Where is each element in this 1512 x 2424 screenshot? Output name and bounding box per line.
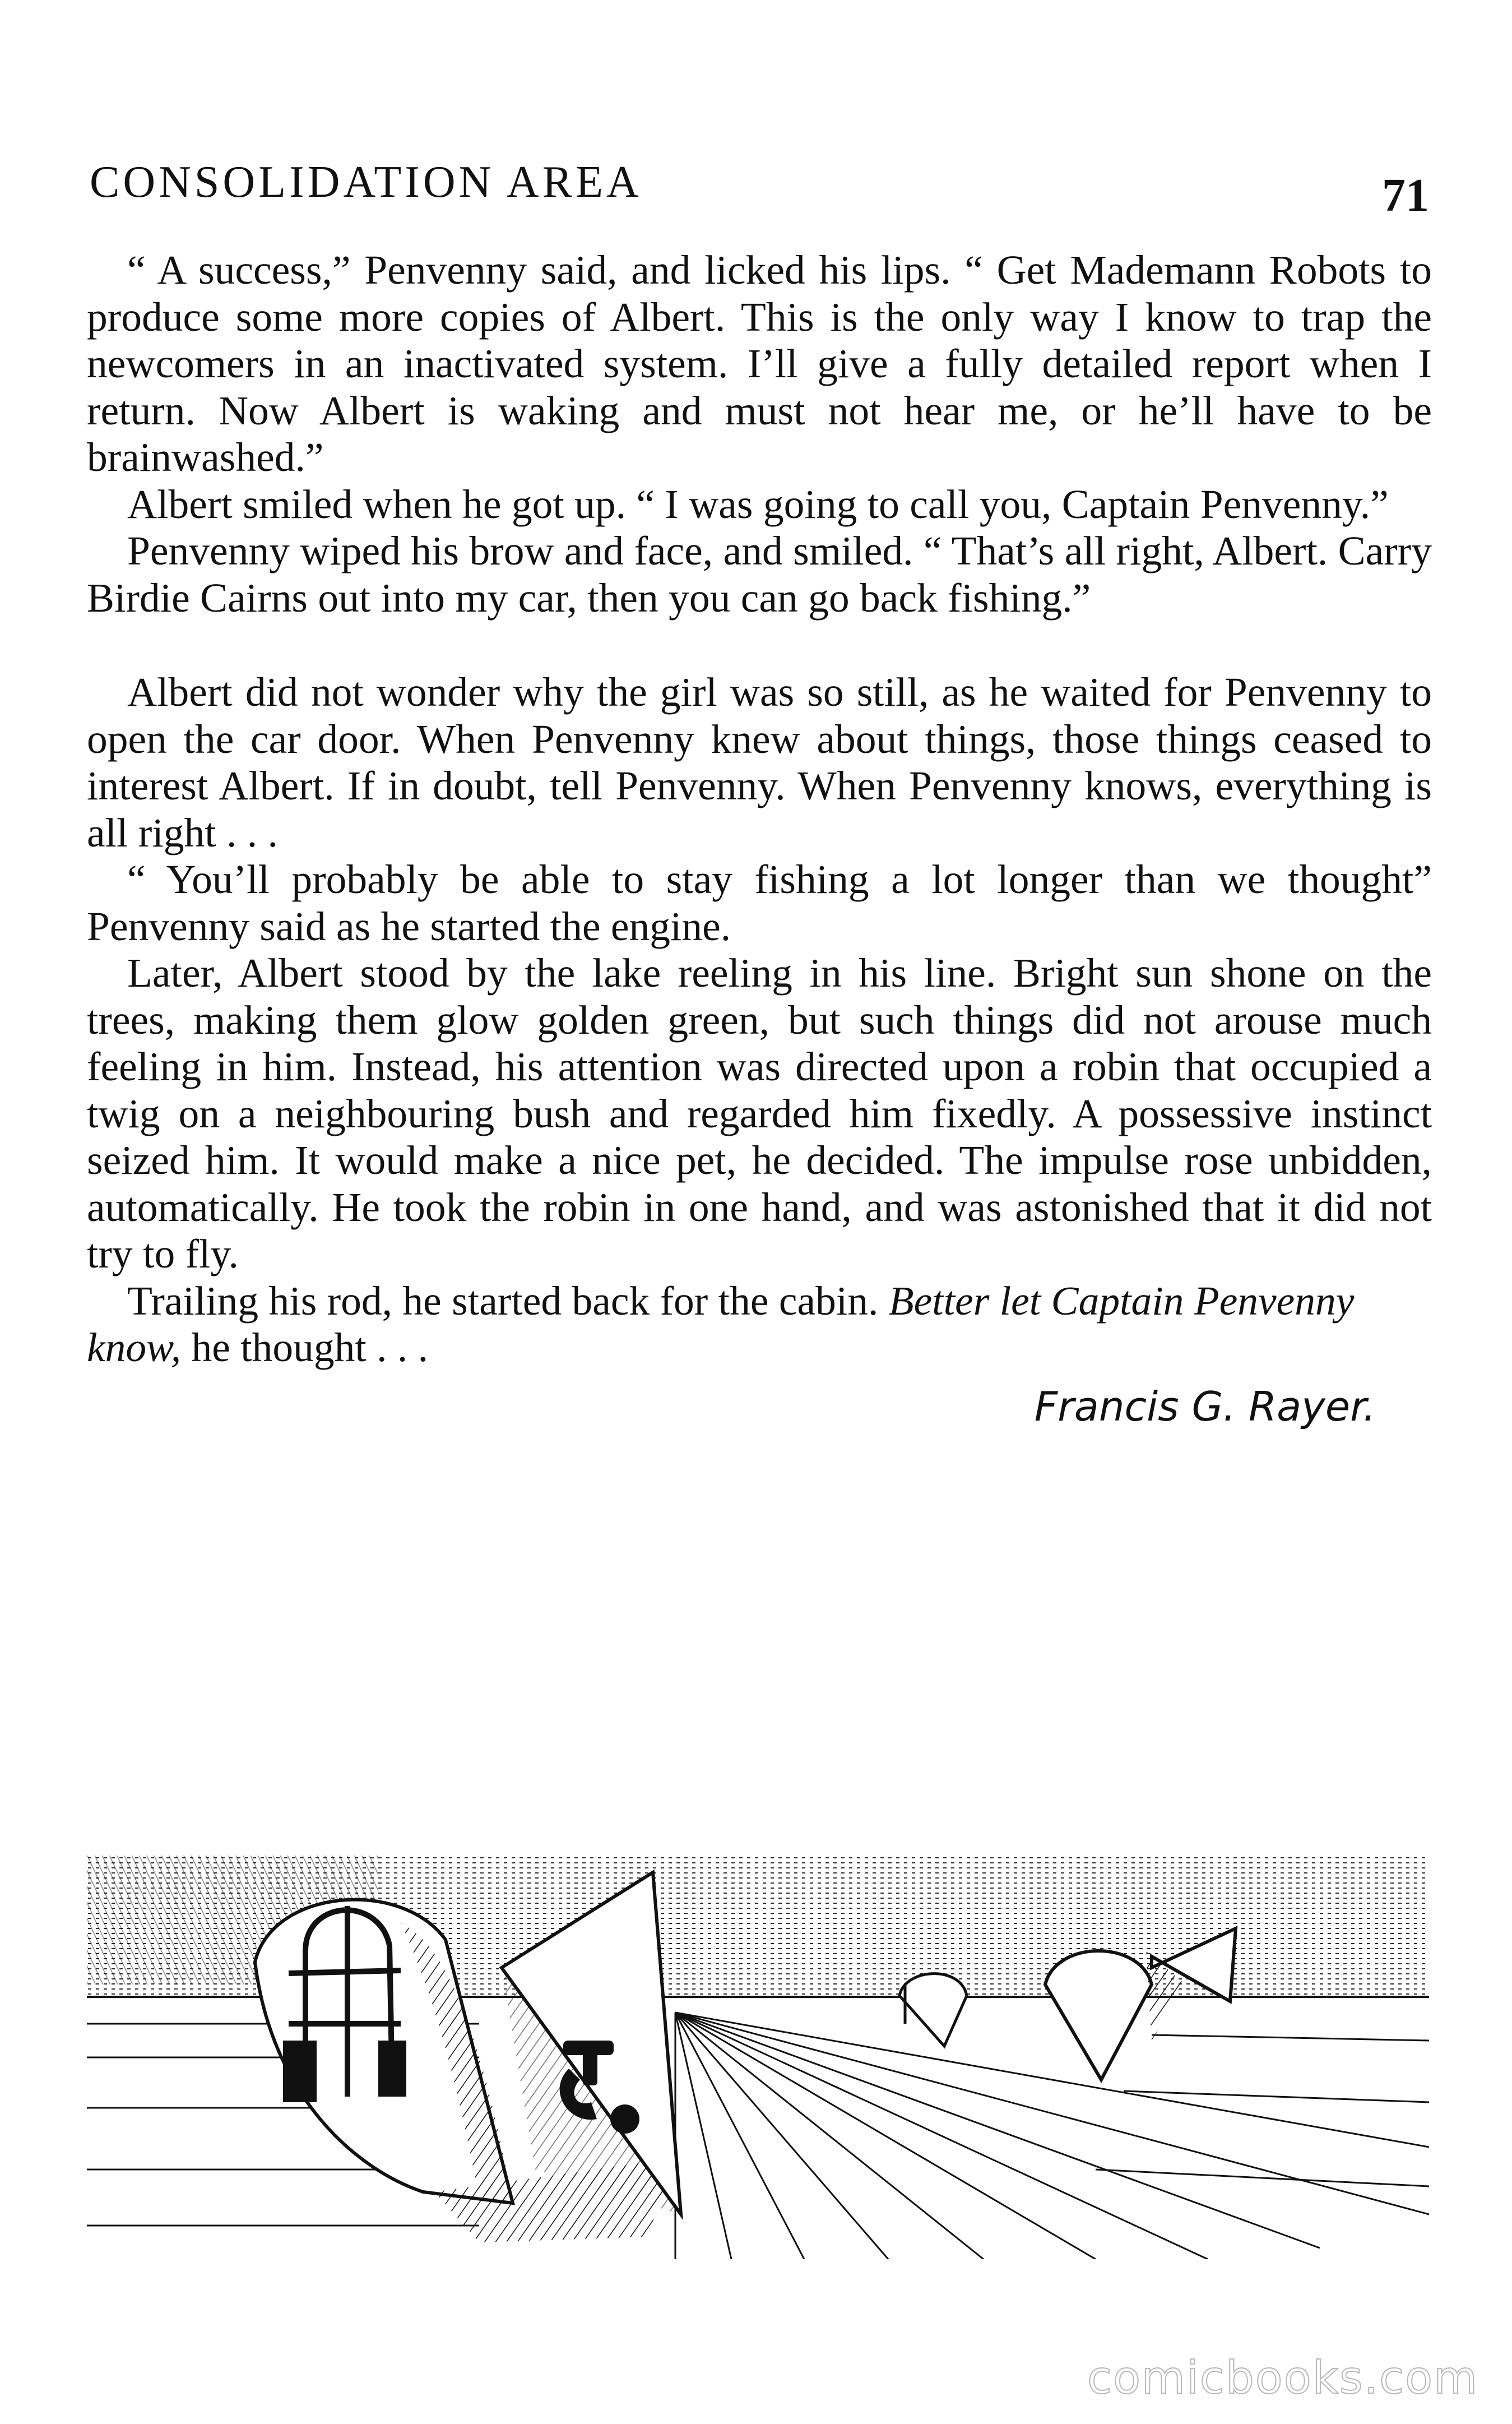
page-header bbox=[90, 157, 1429, 224]
story-paragraph: Penvenny wiped his brow and face, and smiled. “ That’s all right, Albert. Carry Birdie Cairns out into my car, then you can go back fishing.” bbox=[87, 528, 1432, 621]
final-paragraph-end: he thought . . . bbox=[181, 1325, 429, 1370]
final-paragraph-italic: Better let Captain Penvenny know, bbox=[87, 1278, 1355, 1370]
story-paragraph: “ You’ll probably be able to stay fishing a lot longer than we thought” Penvenny said as he started the engine. bbox=[87, 857, 1432, 949]
final-paragraph bbox=[87, 1278, 1432, 1371]
story-paragraph: Albert did not wonder why the girl was so still, as he waited for Penvenny to open the car door. When Penvenny knew about things, those things ceased to interest Albert. If in doubt, tell Penvenny. When Penvenny knows, everything is all right . . . bbox=[87, 669, 1432, 855]
watermark: comicbooks.com bbox=[1087, 2352, 1478, 2404]
story-paragraph: “ A success,” Penvenny said, and licked his lips. “ Get Mademann Robots to produce some more copies of Albert. This is the only way I know to trap the newcomers in an inactivated system. I’ll give a fully detailed report when I return. Now Albert is waking and must not hear me, or he’ll have to be brainwashed.” bbox=[87, 247, 1432, 480]
running-head: CONSOLIDATION AREA bbox=[90, 158, 642, 207]
story-text bbox=[87, 247, 1432, 1432]
author-byline: Francis G. Rayer. bbox=[1034, 1382, 1376, 1430]
page-number: 71 bbox=[1382, 169, 1429, 221]
abstract-sculpture-icon bbox=[87, 1856, 1429, 2259]
story-paragraph: Later, Albert stood by the lake reeling in his line. Bright sun shone on the trees, making them glow golden green, but such things did not arouse much feeling in him. Instead, his attention was directed upon a robin that occupied a twig on a neighbouring bush and regarded him fixedly. A possessive instinct seized him. It would make a nice pet, he decided. The impulse rose unbidden, automatically. He took the robin in one hand, and was astonished that it did not try to fly. bbox=[87, 950, 1432, 1276]
story-paragraph: Albert smiled when he got up. “ I was going to call you, Captain Penvenny.” bbox=[127, 481, 1389, 527]
final-paragraph-start: Trailing his rod, he started back for the cabin. bbox=[127, 1278, 889, 1324]
section-break bbox=[87, 621, 1432, 669]
illustration bbox=[87, 1856, 1429, 2259]
